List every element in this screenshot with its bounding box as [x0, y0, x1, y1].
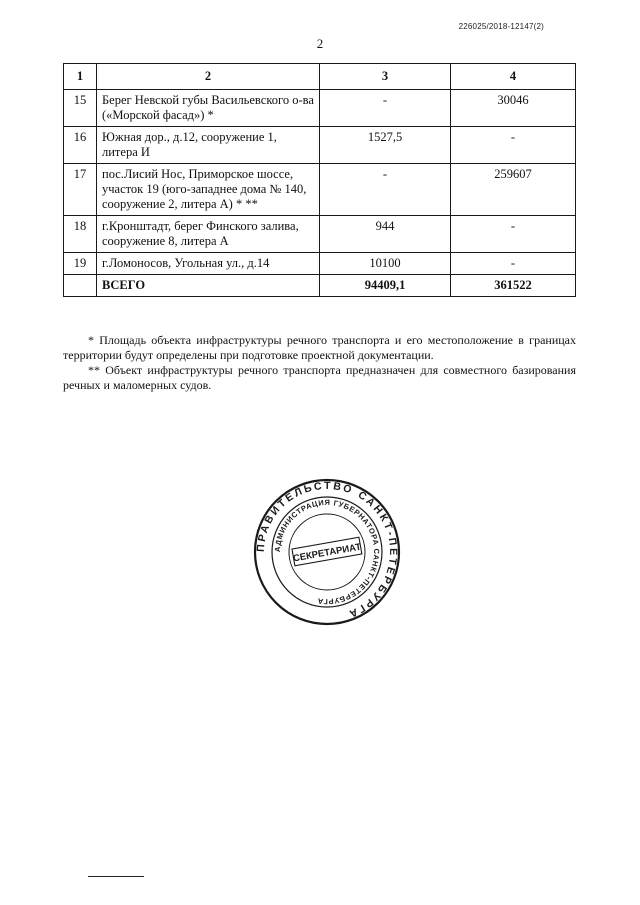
total-label: ВСЕГО	[97, 275, 320, 297]
table-total-row	[64, 275, 576, 297]
table-header-row	[64, 64, 576, 90]
row-number: 19	[64, 253, 97, 275]
row-number: 16	[64, 127, 97, 164]
row-address: Берег Невской губы Васильевского о-ва («Морской фасад») *	[97, 90, 320, 127]
row-col3-value: -	[320, 164, 451, 216]
total-empty-cell	[64, 275, 97, 297]
column-header: 4	[451, 64, 576, 90]
table-row	[64, 90, 576, 127]
column-header: 2	[97, 64, 320, 90]
row-col4-value: -	[451, 216, 576, 253]
row-address: Южная дор., д.12, сооружение 1, литера И	[97, 127, 320, 164]
row-col3-value: -	[320, 90, 451, 127]
official-seal	[253, 478, 401, 626]
row-col4-value: 259607	[451, 164, 576, 216]
row-address: г.Ломоносов, Угольная ул., д.14	[97, 253, 320, 275]
row-number: 18	[64, 216, 97, 253]
footnote-2: ** Объект инфраструктуры речного транспорта предназначен для совместного базирования речных и маломерных судов.	[63, 363, 576, 392]
table-row	[64, 253, 576, 275]
row-col3-value: 944	[320, 216, 451, 253]
table-row	[64, 127, 576, 164]
objects-table	[63, 63, 576, 297]
row-col3-value: 1527,5	[320, 127, 451, 164]
document-id: 226025/2018-12147(2)	[458, 22, 544, 31]
footnote-1: * Площадь объекта инфраструктуры речного транспорта и его местоположение в границах территории будут определены при подготовке проектной документации.	[63, 333, 576, 362]
row-number: 17	[64, 164, 97, 216]
row-number: 15	[64, 90, 97, 127]
seal-outer-text: ПРАВИТЕЛЬСТВО САНКТ-ПЕТЕРБУРГА	[254, 479, 400, 621]
seal-graphic	[253, 478, 401, 626]
row-col3-value: 10100	[320, 253, 451, 275]
row-col4-value: 30046	[451, 90, 576, 127]
total-col4-value: 361522	[451, 275, 576, 297]
table-row	[64, 164, 576, 216]
row-col4-value: -	[451, 253, 576, 275]
column-header: 1	[64, 64, 97, 90]
total-col3-value: 94409,1	[320, 275, 451, 297]
seal-inner-text: АДМИНИСТРАЦИЯ ГУБЕРНАТОРА САНКТ-ПЕТЕРБУРГА	[272, 497, 382, 607]
footnotes	[63, 333, 576, 393]
page-number: 2	[316, 36, 324, 51]
table-row	[64, 216, 576, 253]
column-header: 3	[320, 64, 451, 90]
seal-center-text: СЕКРЕТАРИАТ	[292, 541, 363, 565]
row-col4-value: -	[451, 127, 576, 164]
row-address: пос.Лисий Нос, Приморское шоссе, участок 19 (юго-западнее дома № 140, сооружение 2, литера А) * **	[97, 164, 320, 216]
row-address: г.Кронштадт, берег Финского залива, сооружение 8, литера А	[97, 216, 320, 253]
footer-rule	[88, 876, 144, 877]
